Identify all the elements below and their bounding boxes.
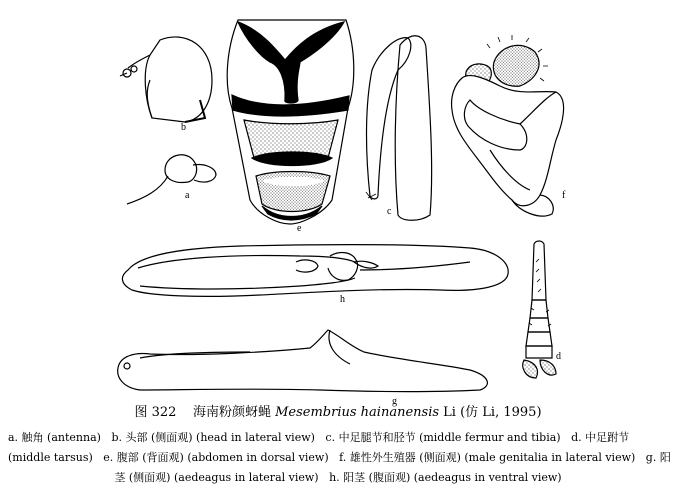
abdomen-dorsal-drawing [227, 20, 354, 224]
legend-item-e: e. 腹部 (背面观) (abdomen in dorsal view) [103, 451, 329, 464]
panel-label-c: c [387, 206, 392, 217]
head-lateral-drawing [120, 37, 212, 122]
panel-label-g: g [392, 396, 397, 407]
panel-label-h: h [340, 294, 345, 305]
aedeagus-lateral-drawing [118, 330, 488, 392]
legend-line-3 [8, 468, 668, 488]
panel-label-b: b [181, 122, 186, 133]
panel-label-a: a [185, 190, 190, 201]
legend-item-f: f. 雄性外生殖器 (侧面观) (male genitalia in lateral view) [339, 451, 636, 464]
species-name-cn: 海南粉颜蚜蝇 [192, 405, 271, 420]
male-genitalia-drawing [452, 35, 564, 216]
legend-item-a: a. 触角 (antenna) [8, 431, 101, 444]
figure-number: 图 322 [134, 405, 177, 420]
aedeagus-ventral-drawing [122, 245, 508, 297]
legend-item-d: d. 中足跗节 [571, 431, 630, 444]
legend-line-1 [8, 428, 668, 448]
middle-tarsus-drawing [523, 241, 556, 378]
species-author: Li (仿 Li, 1995) [443, 405, 542, 420]
legend-line-2 [8, 448, 671, 468]
legend-item-h: h. 阳茎 (腹面观) (aedeagus in ventral view) [329, 471, 562, 484]
legend-item-d-cont: (middle tarsus) [8, 451, 93, 464]
species-name-latin: Mesembrius hainanensis [275, 405, 440, 420]
femur-tibia-drawing [366, 36, 432, 220]
legend-item-g: g. 阳 [645, 451, 671, 464]
antenna-drawing [127, 155, 216, 204]
legend-item-g-cont: 茎 (侧面观) (aedeagus in lateral view) [114, 471, 319, 484]
legend-item-b: b. 头部 (侧面观) (head in lateral view) [111, 431, 315, 444]
panel-label-e: e [297, 223, 302, 234]
panel-label-f: f [562, 190, 566, 201]
figure-caption [0, 404, 676, 422]
figure-legend [8, 428, 671, 488]
panel-label-d: d [556, 351, 561, 362]
legend-item-c: c. 中足腿节和胫节 (middle fermur and tibia) [325, 431, 561, 444]
